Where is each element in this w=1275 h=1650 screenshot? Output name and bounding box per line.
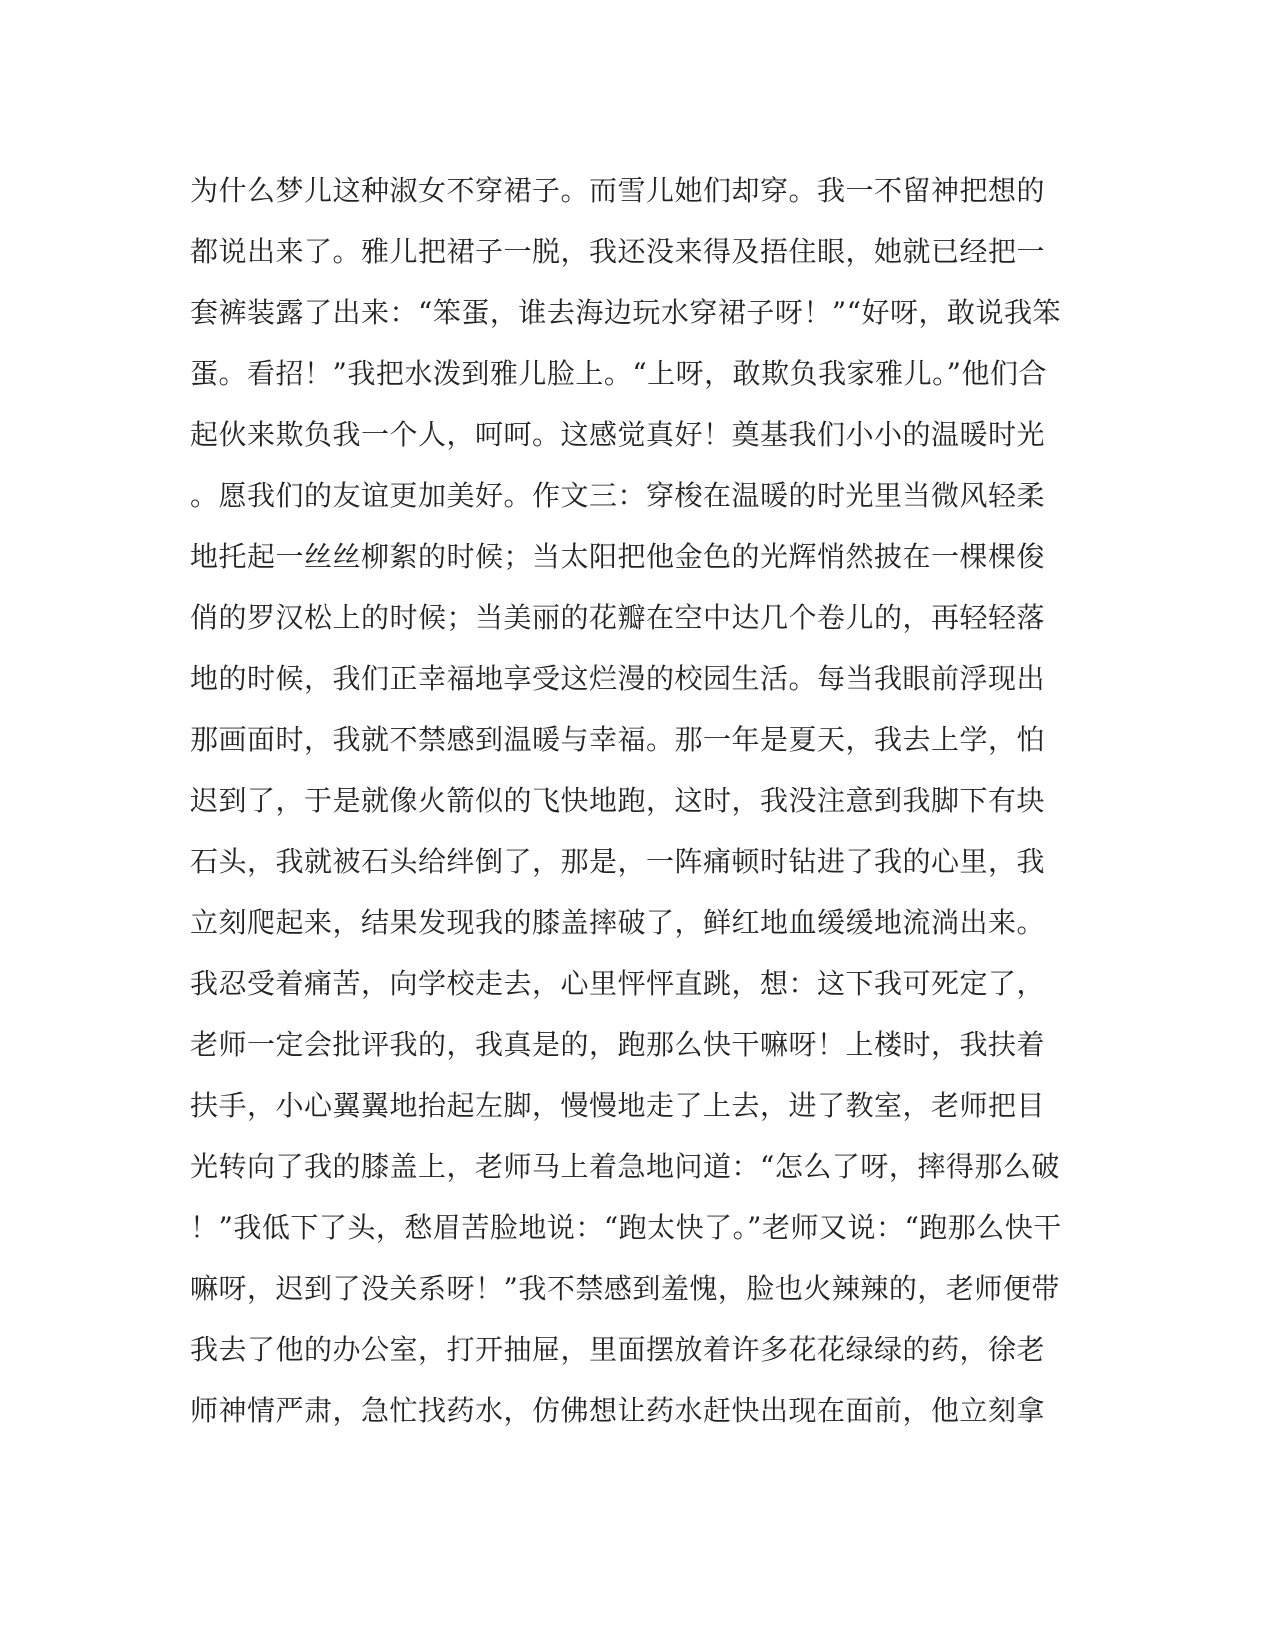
text-line: 套裤装露了出来：“笨蛋，谁去海边玩水穿裙子呀！”“好呀，敢说我笨 [190, 296, 1061, 329]
text-line: 都说出来了。雅儿把裙子一脱，我还没来得及捂住眼，她就已经把一 [190, 235, 1046, 268]
text-line: 地托起一丝丝柳絮的时候；当太阳把他金色的光辉悄然披在一棵棵俊 [190, 540, 1046, 573]
text-line: 我去了他的办公室，打开抽屉，里面摆放着许多花花绿绿的药，徐老 [190, 1333, 1046, 1366]
text-line: 石头，我就被石头给绊倒了，那是，一阵痛顿时钻进了我的心里，我 [190, 845, 1046, 878]
text-line: 迟到了，于是就像火箭似的飞快地跑，这时，我没注意到我脚下有块 [190, 784, 1046, 817]
text-line: 地的时候，我们正幸福地享受这烂漫的校园生活。每当我眼前浮现出 [190, 662, 1046, 695]
text-line: 师神情严肃，急忙找药水，仿佛想让药水赶快出现在面前，他立刻拿 [190, 1394, 1046, 1427]
text-line: 那画面时，我就不禁感到温暖与幸福。那一年是夏天，我去上学，怕 [190, 723, 1046, 756]
text-line: 俏的罗汉松上的时候；当美丽的花瓣在空中达几个卷儿的，再轻轻落 [190, 601, 1046, 634]
text-line: 为什么梦儿这种淑女不穿裙子。而雪儿她们却穿。我一不留神把想的 [190, 174, 1046, 207]
text-line: 嘛呀，迟到了没关系呀！”我不禁感到羞愧，脸也火辣辣的，老师便带 [190, 1272, 1060, 1305]
text-line: 扶手，小心翼翼地抬起左脚，慢慢地走了上去，进了教室，老师把目 [190, 1089, 1046, 1122]
body-text [190, 160, 1090, 1441]
text-line: 。愿我们的友谊更加美好。作文三：穿梭在温暖的时光里当微风轻柔 [190, 479, 1046, 512]
text-line: 立刻爬起来，结果发现我的膝盖摔破了，鲜红地血缓缓地流淌出来。 [190, 906, 1046, 939]
text-line: ！”我低下了头，愁眉苦脸地说：“跑太快了。”老师又说：“跑那么快干 [190, 1211, 1062, 1244]
text-line: 蛋。看招！”我把水泼到雅儿脸上。“上呀，敢欺负我家雅儿。”他们合 [190, 357, 1047, 390]
text-line: 老师一定会批评我的，我真是的，跑那么快干嘛呀！上楼时，我扶着 [190, 1028, 1046, 1061]
text-line: 我忍受着痛苦，向学校走去，心里怦怦直跳，想：这下我可死定了， [190, 967, 1046, 1000]
text-line: 起伙来欺负我一个人，呵呵。这感觉真好！奠基我们小小的温暖时光 [190, 418, 1046, 451]
text-line: 光转向了我的膝盖上，老师马上着急地问道：“怎么了呀，摔得那么破 [190, 1150, 1060, 1183]
